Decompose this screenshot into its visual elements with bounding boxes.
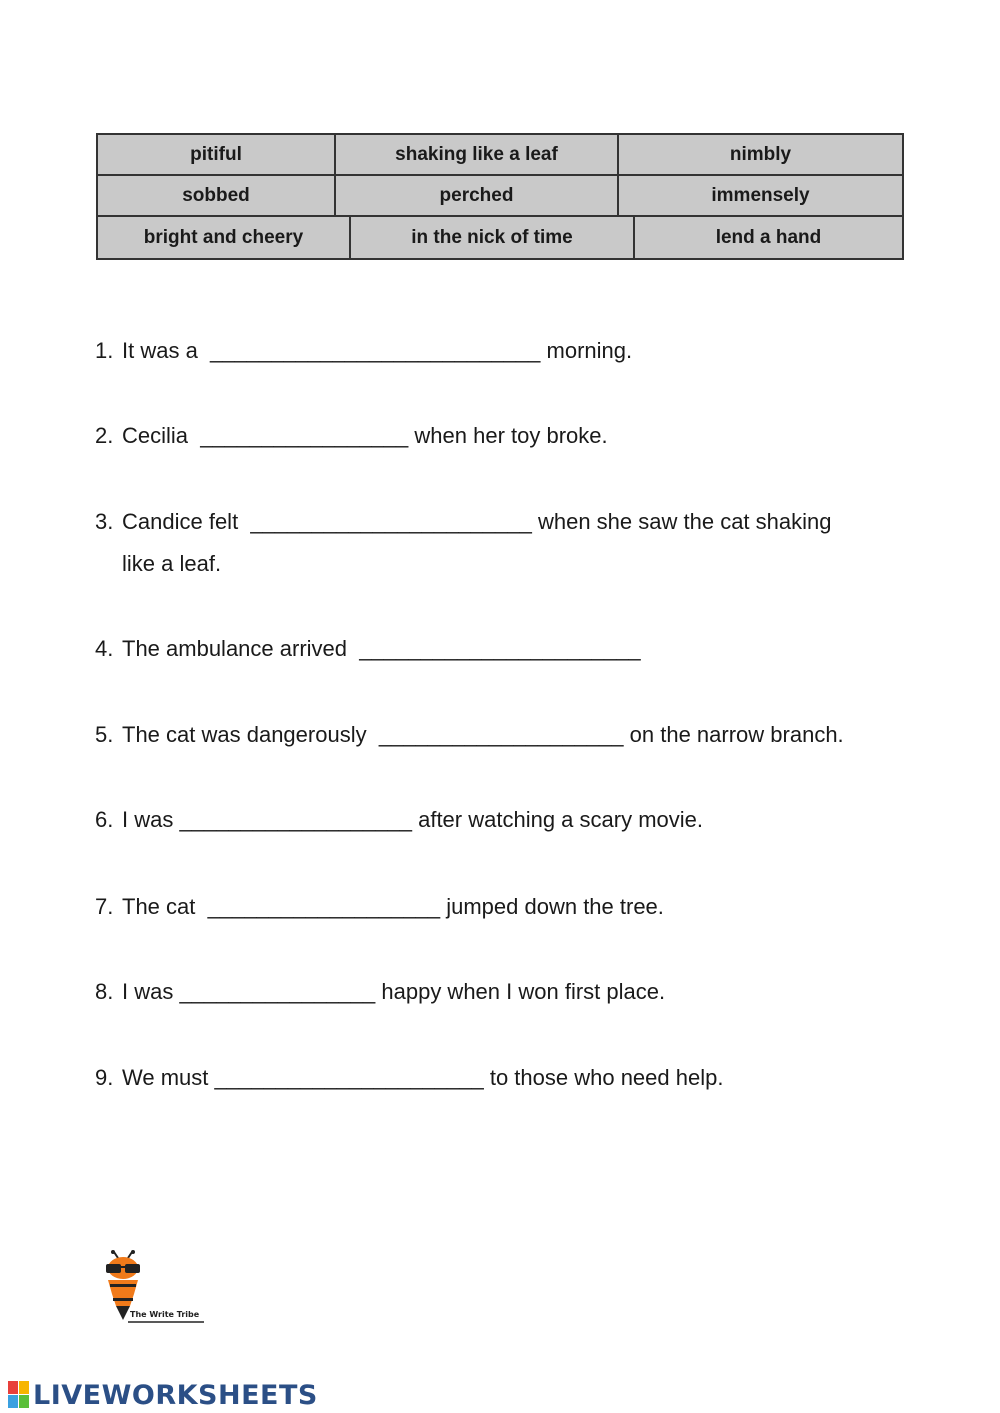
word-bank-cell[interactable]: immensely — [711, 184, 810, 206]
word-bank-row — [98, 135, 902, 176]
question-text-before: Cecilia — [122, 423, 189, 448]
word-bank-cell[interactable]: shaking like a leaf — [336, 135, 619, 174]
question-text-after: morning. — [546, 338, 633, 363]
word-bank-cell[interactable]: pitiful — [98, 135, 336, 174]
question-text-after: to those who need help. — [489, 1065, 724, 1090]
question-number: 9. — [95, 1065, 114, 1090]
word-bank-cell[interactable]: sobbed — [98, 176, 336, 215]
question-text-after: jumped down the tree. — [446, 894, 664, 919]
answer-blank[interactable]: ______________________ — [214, 1065, 484, 1090]
question-7 — [95, 886, 664, 928]
question-3-continuation: like a leaf. — [122, 551, 222, 576]
question-text-before: The ambulance arrived — [122, 636, 348, 661]
word-bank-cell[interactable]: bright and cheery — [98, 217, 351, 258]
question-number: 8. — [95, 979, 114, 1004]
question-4 — [95, 628, 641, 670]
question-text-before: Candice felt — [122, 509, 239, 534]
answer-blank[interactable]: ___________________________ — [210, 338, 541, 363]
answer-blank[interactable]: _______________________ — [250, 509, 532, 534]
question-number: 2. — [95, 423, 114, 448]
word-bank-row — [98, 176, 902, 217]
word-bank-cell[interactable]: lend a hand — [715, 226, 822, 248]
answer-blank[interactable]: ___________________ — [179, 807, 412, 832]
question-text-before: The cat — [122, 894, 196, 919]
question-number: 5. — [95, 722, 114, 747]
question-number: 1. — [95, 338, 114, 363]
question-5 — [95, 714, 844, 756]
question-3 — [95, 501, 831, 543]
question-text-before: I was — [122, 807, 174, 832]
question-text-before: We must — [122, 1065, 209, 1090]
question-9 — [95, 1057, 723, 1099]
question-text-before: The cat was dangerously — [122, 722, 367, 747]
brand-name: LIVEWORKSHEETS — [33, 1379, 318, 1411]
question-text-after: on the narrow branch. — [629, 722, 844, 747]
question-8 — [95, 971, 665, 1013]
question-6 — [95, 799, 703, 841]
question-number: 7. — [95, 894, 114, 919]
answer-blank[interactable]: _________________ — [200, 423, 409, 448]
write-tribe-logo — [98, 1250, 208, 1330]
answer-blank[interactable]: ________________ — [179, 979, 376, 1004]
answer-blank[interactable]: ____________________ — [378, 722, 624, 747]
logo-caption: The Write Tribe — [130, 1310, 200, 1319]
word-bank-row — [98, 217, 902, 258]
question-text-after: after watching a scary movie. — [418, 807, 703, 832]
question-text-before: It was a — [122, 338, 198, 363]
word-bank-cell[interactable]: perched — [336, 176, 619, 215]
question-text-after: when she saw the cat shaking — [537, 509, 832, 534]
liveworksheets-brand — [8, 1378, 318, 1412]
question-number: 3. — [95, 509, 114, 534]
question-number: 4. — [95, 636, 114, 661]
question-text-before: I was — [122, 979, 174, 1004]
word-bank-cell[interactable]: in the nick of time — [351, 217, 635, 258]
answer-blank[interactable]: ___________________ — [207, 894, 441, 919]
question-text-after: happy when I won first place. — [381, 979, 666, 1004]
question-text-after: when her toy broke. — [414, 423, 608, 448]
question-1 — [95, 330, 632, 372]
question-number: 6. — [95, 807, 114, 832]
question-2 — [95, 415, 608, 457]
brand-blocks-icon — [8, 1381, 30, 1409]
word-bank-cell[interactable]: nimbly — [729, 143, 792, 165]
answer-blank[interactable]: _______________________ — [359, 636, 641, 661]
word-bank-table — [96, 133, 904, 260]
